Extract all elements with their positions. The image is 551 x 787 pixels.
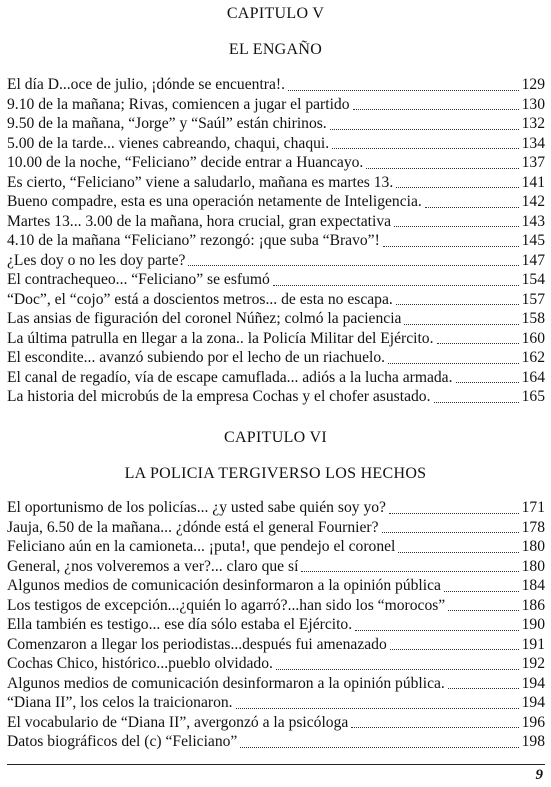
toc-entry (7, 498, 545, 518)
toc-leader-dots (351, 726, 518, 728)
toc-entry-page: 157 (521, 290, 545, 308)
toc-entry-title: Algunos medios de comunicación desinformaron a la opinión pública (7, 577, 441, 594)
toc-entry (7, 95, 545, 115)
toc-entry-page: 190 (521, 616, 545, 633)
toc-entry-page: 143 (521, 212, 545, 230)
toc-leader-dots (448, 687, 519, 689)
toc-entry-title: Datos biográficos del (c) “Feliciano” (7, 733, 238, 750)
toc-entry-title: Martes 13... 3.00 de la mañana, hora crucial, gran expectativa (7, 212, 392, 230)
toc-entry-title: Comenzaron a llegar los periodistas...después fui amenazado (7, 635, 387, 653)
toc-entry-title: 9.10 de la mañana; Rivas, comiencen a jugar el partido (7, 95, 350, 113)
toc-leader-dots (404, 323, 518, 325)
toc-entry-title: El canal de regadío, vía de escape camuflada... adiós a la lucha armada. (7, 368, 453, 386)
toc-entry-page: 194 (521, 674, 545, 692)
toc-entry-title: 5.00 de la tarde... vienes cabreando, chaqui, chaqui. (7, 134, 330, 152)
toc-entry (7, 329, 545, 349)
toc-entry (7, 192, 545, 212)
toc-entry (7, 114, 545, 134)
toc-entry-page: 132 (521, 115, 545, 132)
chapter-v-subtitle: EL ENGAÑO (228, 41, 323, 58)
toc-entry-title: El día D...oce de julio, ¡dónde se encuentra!. (7, 76, 285, 93)
toc-leader-dots (288, 89, 519, 91)
toc-leader-dots (437, 342, 519, 344)
toc-entry-page: 130 (521, 95, 545, 113)
toc-entry (7, 173, 545, 193)
toc-entry (7, 270, 545, 290)
toc-leader-dots (388, 362, 519, 364)
toc-leader-dots (383, 245, 519, 247)
toc-entry-page: 165 (521, 388, 545, 405)
toc-entry-page: 186 (521, 596, 545, 614)
toc-leader-dots (396, 186, 518, 188)
chapter-v-toc (7, 75, 545, 407)
toc-leader-dots (390, 648, 519, 650)
toc-entry-page: 196 (521, 713, 545, 731)
toc-entry-page: 145 (521, 232, 545, 249)
toc-entry (7, 251, 545, 271)
toc-entry (7, 309, 545, 329)
toc-leader-dots (398, 551, 518, 553)
toc-entry-page: 178 (521, 518, 545, 536)
toc-leader-dots (389, 512, 519, 514)
toc-leader-dots (332, 147, 518, 149)
chapter-vi-toc (7, 498, 545, 752)
toc-entry (7, 290, 545, 310)
toc-entry-page: 141 (521, 173, 545, 191)
toc-entry-title: Ella también es testigo... ese día sólo estaba el Ejército. (7, 616, 353, 633)
toc-leader-dots (330, 128, 519, 130)
toc-entry-title: “Doc”, el “cojo” está a doscientos metros... de esta no escapa. (7, 290, 393, 308)
toc-entry-page: 184 (521, 577, 545, 594)
toc-entry-page: 158 (521, 310, 545, 327)
toc-entry (7, 231, 545, 251)
toc-entry-title: General, ¿nos volveremos a ver?... claro que sí (7, 557, 299, 575)
toc-leader-dots (396, 303, 519, 305)
toc-entry-title: Cochas Chico, histórico...pueblo olvidado. (7, 655, 273, 672)
toc-leader-dots (353, 108, 519, 110)
toc-entry-title: 10.00 de la noche, “Feliciano” decide entrar a Huancayo. (7, 154, 364, 171)
toc-entry (7, 713, 545, 733)
toc-entry (7, 134, 545, 154)
toc-entry-page: 194 (521, 694, 545, 711)
toc-entry-title: Feliciano aún en la camioneta... ¡puta!, que pendejo el coronel (7, 538, 396, 555)
toc-entry-title: Jauja, 6.50 de la mañana... ¿dónde está el general Fournier? (7, 518, 379, 536)
toc-entry-page: 162 (521, 349, 545, 366)
toc-entry-title: ¿Les doy o no les doy parte? (7, 251, 186, 269)
toc-entry (7, 596, 545, 616)
toc-leader-dots (236, 707, 519, 709)
toc-entry (7, 674, 545, 694)
toc-leader-dots (382, 531, 519, 533)
toc-entry-title: Es cierto, “Feliciano” viene a saludarlo, mañana es martes 13. (7, 173, 394, 191)
toc-entry-page: 198 (521, 733, 545, 750)
toc-entry (7, 732, 545, 752)
toc-entry (7, 557, 545, 577)
toc-entry (7, 635, 545, 655)
toc-leader-dots (444, 590, 519, 592)
toc-leader-dots (301, 570, 518, 572)
toc-entry (7, 387, 545, 407)
toc-entry-title: La historia del microbús de la empresa Cochas y el chofer asustado. (7, 388, 431, 405)
chapter-vi-subtitle: LA POLICIA TERGIVERSO LOS HECHOS (124, 465, 427, 482)
chapter-vi-title: CAPITULO VI (223, 429, 327, 446)
toc-leader-dots (448, 609, 518, 611)
toc-leader-dots (456, 381, 519, 383)
toc-leader-dots (366, 167, 518, 169)
toc-leader-dots (355, 629, 518, 631)
toc-leader-dots (425, 206, 519, 208)
toc-entry-page: 192 (521, 655, 545, 672)
toc-entry-title: Bueno compadre, esta es una operación netamente de Inteligencia. (7, 193, 422, 210)
toc-entry-page: 160 (521, 329, 545, 347)
toc-leader-dots (276, 668, 519, 670)
toc-entry-page: 129 (521, 76, 545, 93)
toc-entry-page: 171 (521, 499, 545, 516)
toc-entry-page: 180 (521, 538, 545, 555)
toc-entry-page: 142 (521, 193, 545, 210)
toc-entry-title: Las ansias de figuración del coronel Núñez; colmó la paciencia (7, 310, 402, 327)
toc-entry-page: 154 (521, 271, 545, 288)
toc-entry (7, 212, 545, 232)
toc-entry-page: 191 (521, 635, 545, 653)
toc-leader-dots (188, 264, 518, 266)
toc-entry (7, 368, 545, 388)
toc-entry-title: El escondite... avanzó subiendo por el lecho de un riachuelo. (7, 349, 386, 366)
toc-entry (7, 153, 545, 173)
toc-entry-title: 9.50 de la mañana, “Jorge” y “Saúl” están chirinos. (7, 115, 327, 132)
toc-entry-title: La última patrulla en llegar a la zona.. la Policía Militar del Ejército. (7, 329, 434, 347)
toc-entry-title: Los testigos de excepción...¿quién lo agarró?...han sido los “morocos” (7, 596, 446, 614)
toc-leader-dots (434, 401, 519, 403)
toc-entry (7, 615, 545, 635)
toc-entry (7, 75, 545, 95)
toc-leader-dots (273, 284, 519, 286)
footer-rule (7, 764, 545, 765)
toc-entry (7, 576, 545, 596)
toc-leader-dots (240, 746, 518, 748)
toc-entry (7, 518, 545, 538)
toc-entry-page: 164 (521, 368, 545, 386)
toc-entry-title: 4.10 de la mañana “Feliciano” rezongó: ¡que suba “Bravo”! (7, 232, 380, 249)
toc-entry (7, 693, 545, 713)
toc-entry-page: 134 (521, 134, 545, 152)
toc-entry-title: El contrachequeo... “Feliciano” se esfumó (7, 271, 270, 288)
toc-entry-title: El oportunismo de los policías... ¿y usted sabe quién soy yo? (7, 499, 386, 516)
toc-entry-page: 180 (521, 557, 545, 575)
toc-entry-page: 147 (521, 251, 545, 269)
page-number: 9 (535, 767, 543, 783)
toc-entry-title: El vocabulario de “Diana II”, avergonzó a la psicóloga (7, 713, 349, 731)
toc-entry (7, 654, 545, 674)
toc-entry (7, 537, 545, 557)
toc-entry-title: Algunos medios de comunicación desinformaron a la opinión pública. (7, 674, 445, 692)
toc-entry-title: “Diana II”, los celos la traicionaron. (7, 694, 233, 711)
toc-entry-page: 137 (521, 154, 545, 171)
toc-leader-dots (394, 225, 519, 227)
toc-entry (7, 348, 545, 368)
chapter-v-title: CAPITULO V (226, 5, 325, 22)
